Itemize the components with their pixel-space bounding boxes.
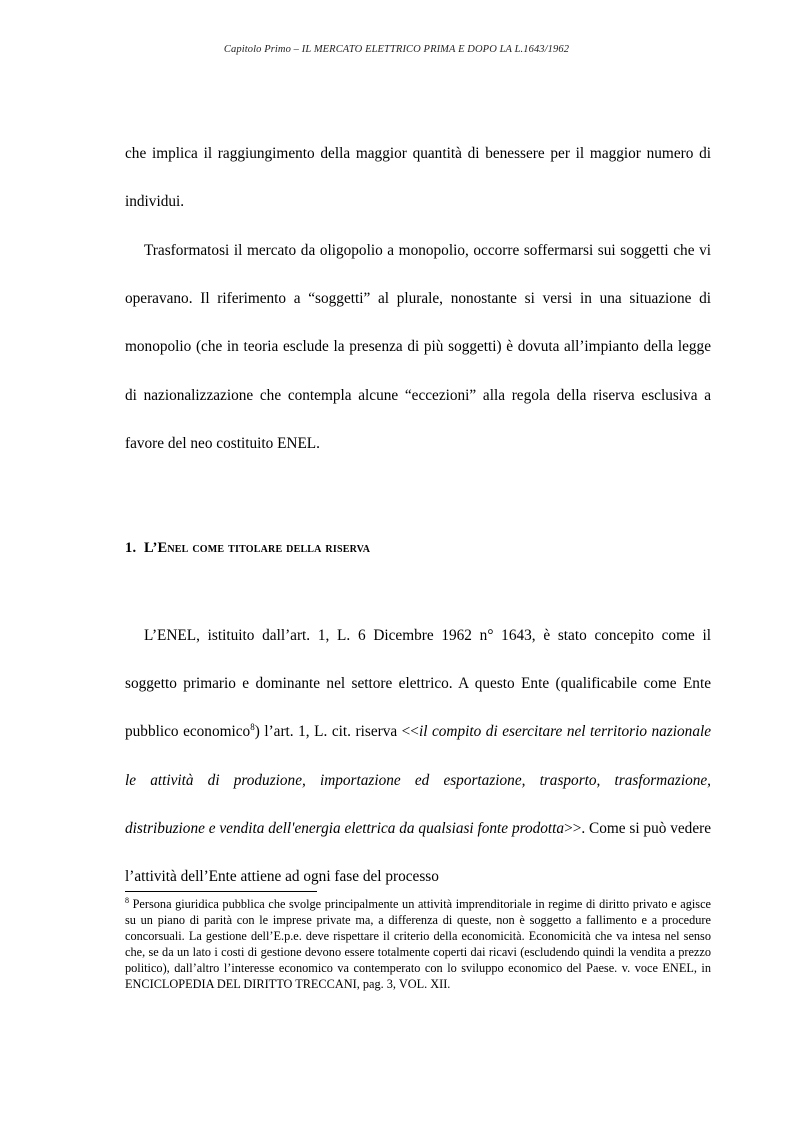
- text-run: >>. Come si può vedere l’attività dell’Ente attiene ad ogni fase del processo: [125, 819, 711, 886]
- paragraph-continuation: [125, 130, 711, 226]
- paragraph-text: [125, 612, 711, 901]
- footnote-separator: [125, 891, 317, 892]
- section-title-rest: nel come titolare della riserva: [167, 540, 371, 556]
- footnote-number: 8: [125, 895, 129, 905]
- law-quotation: il compito di esercitare nel territorio nazionale le attività di produzione, importazione ed esportazione, trasporto, trasformazione, distribuzione e vendita dell'energia elettrica da qualsiasi fonte prodotta: [125, 723, 712, 837]
- paragraph-text: Trasformatosi il mercato da oligopolio a monopolio, occorre soffermarsi sui soggetti che vi operavano. Il riferimento a “soggetti” al plurale, nonostante si versi in una situazione di monopolio (che in teoria esclude la presenza di più soggetti) è dovuta all’impianto della legge di nazionalizzazione che contempla alcune “eccezioni” alla regola della riserva esclusiva a favore del neo costituito ENEL.: [125, 242, 711, 452]
- running-header: Capitolo Primo – IL MERCATO ELETTRICO PRIMA E DOPO LA L.1643/1962: [223, 44, 570, 55]
- section-title-lead: L’E: [143, 540, 168, 556]
- section-heading: [125, 540, 370, 557]
- section-number: 1.: [125, 540, 137, 556]
- text-run: ) l’art. 1, L. cit. riserva <<: [254, 723, 419, 741]
- paragraph-enel: [125, 612, 711, 901]
- footnote: [125, 896, 711, 993]
- footnote-reference[interactable]: 8: [250, 722, 255, 733]
- paragraph-text: che implica il raggiungimento della maggior quantità di benessere per il maggior numero di individui.: [125, 145, 711, 211]
- footnote-text: Persona giuridica pubblica che svolge principalmente un attività imprenditoriale in regime di diritto privato e agisce su un piano di parità con le imprese private ma, a differenza di queste, non è soggetto a fallimento e a procedure concorsuali. La gestione dell’E.p.e. deve rispettare il criterio della economicità. Economicità che va intesa nel senso che, se da un lato i costi di gestione devono essere totalmente coperti dai ricavi (escludendo quindi la vendita a prezzo politico), dall’altro l’interesse economico va contemperato con lo sviluppo economico del Paese. v. voce ENEL, in ENCICLOPEDIA DEL DIRITTO TRECCANI, pag. 3, VOL. XII.: [125, 897, 711, 992]
- paragraph-subjects: [125, 227, 711, 468]
- text-run: L’ENEL, istituito dall’art. 1, L. 6 Dicembre 1962 n° 1643, è stato concepito come il soggetto primario e dominante nel settore elettrico. A questo Ente (qualificabile come Ente pubblico economico: [125, 627, 711, 741]
